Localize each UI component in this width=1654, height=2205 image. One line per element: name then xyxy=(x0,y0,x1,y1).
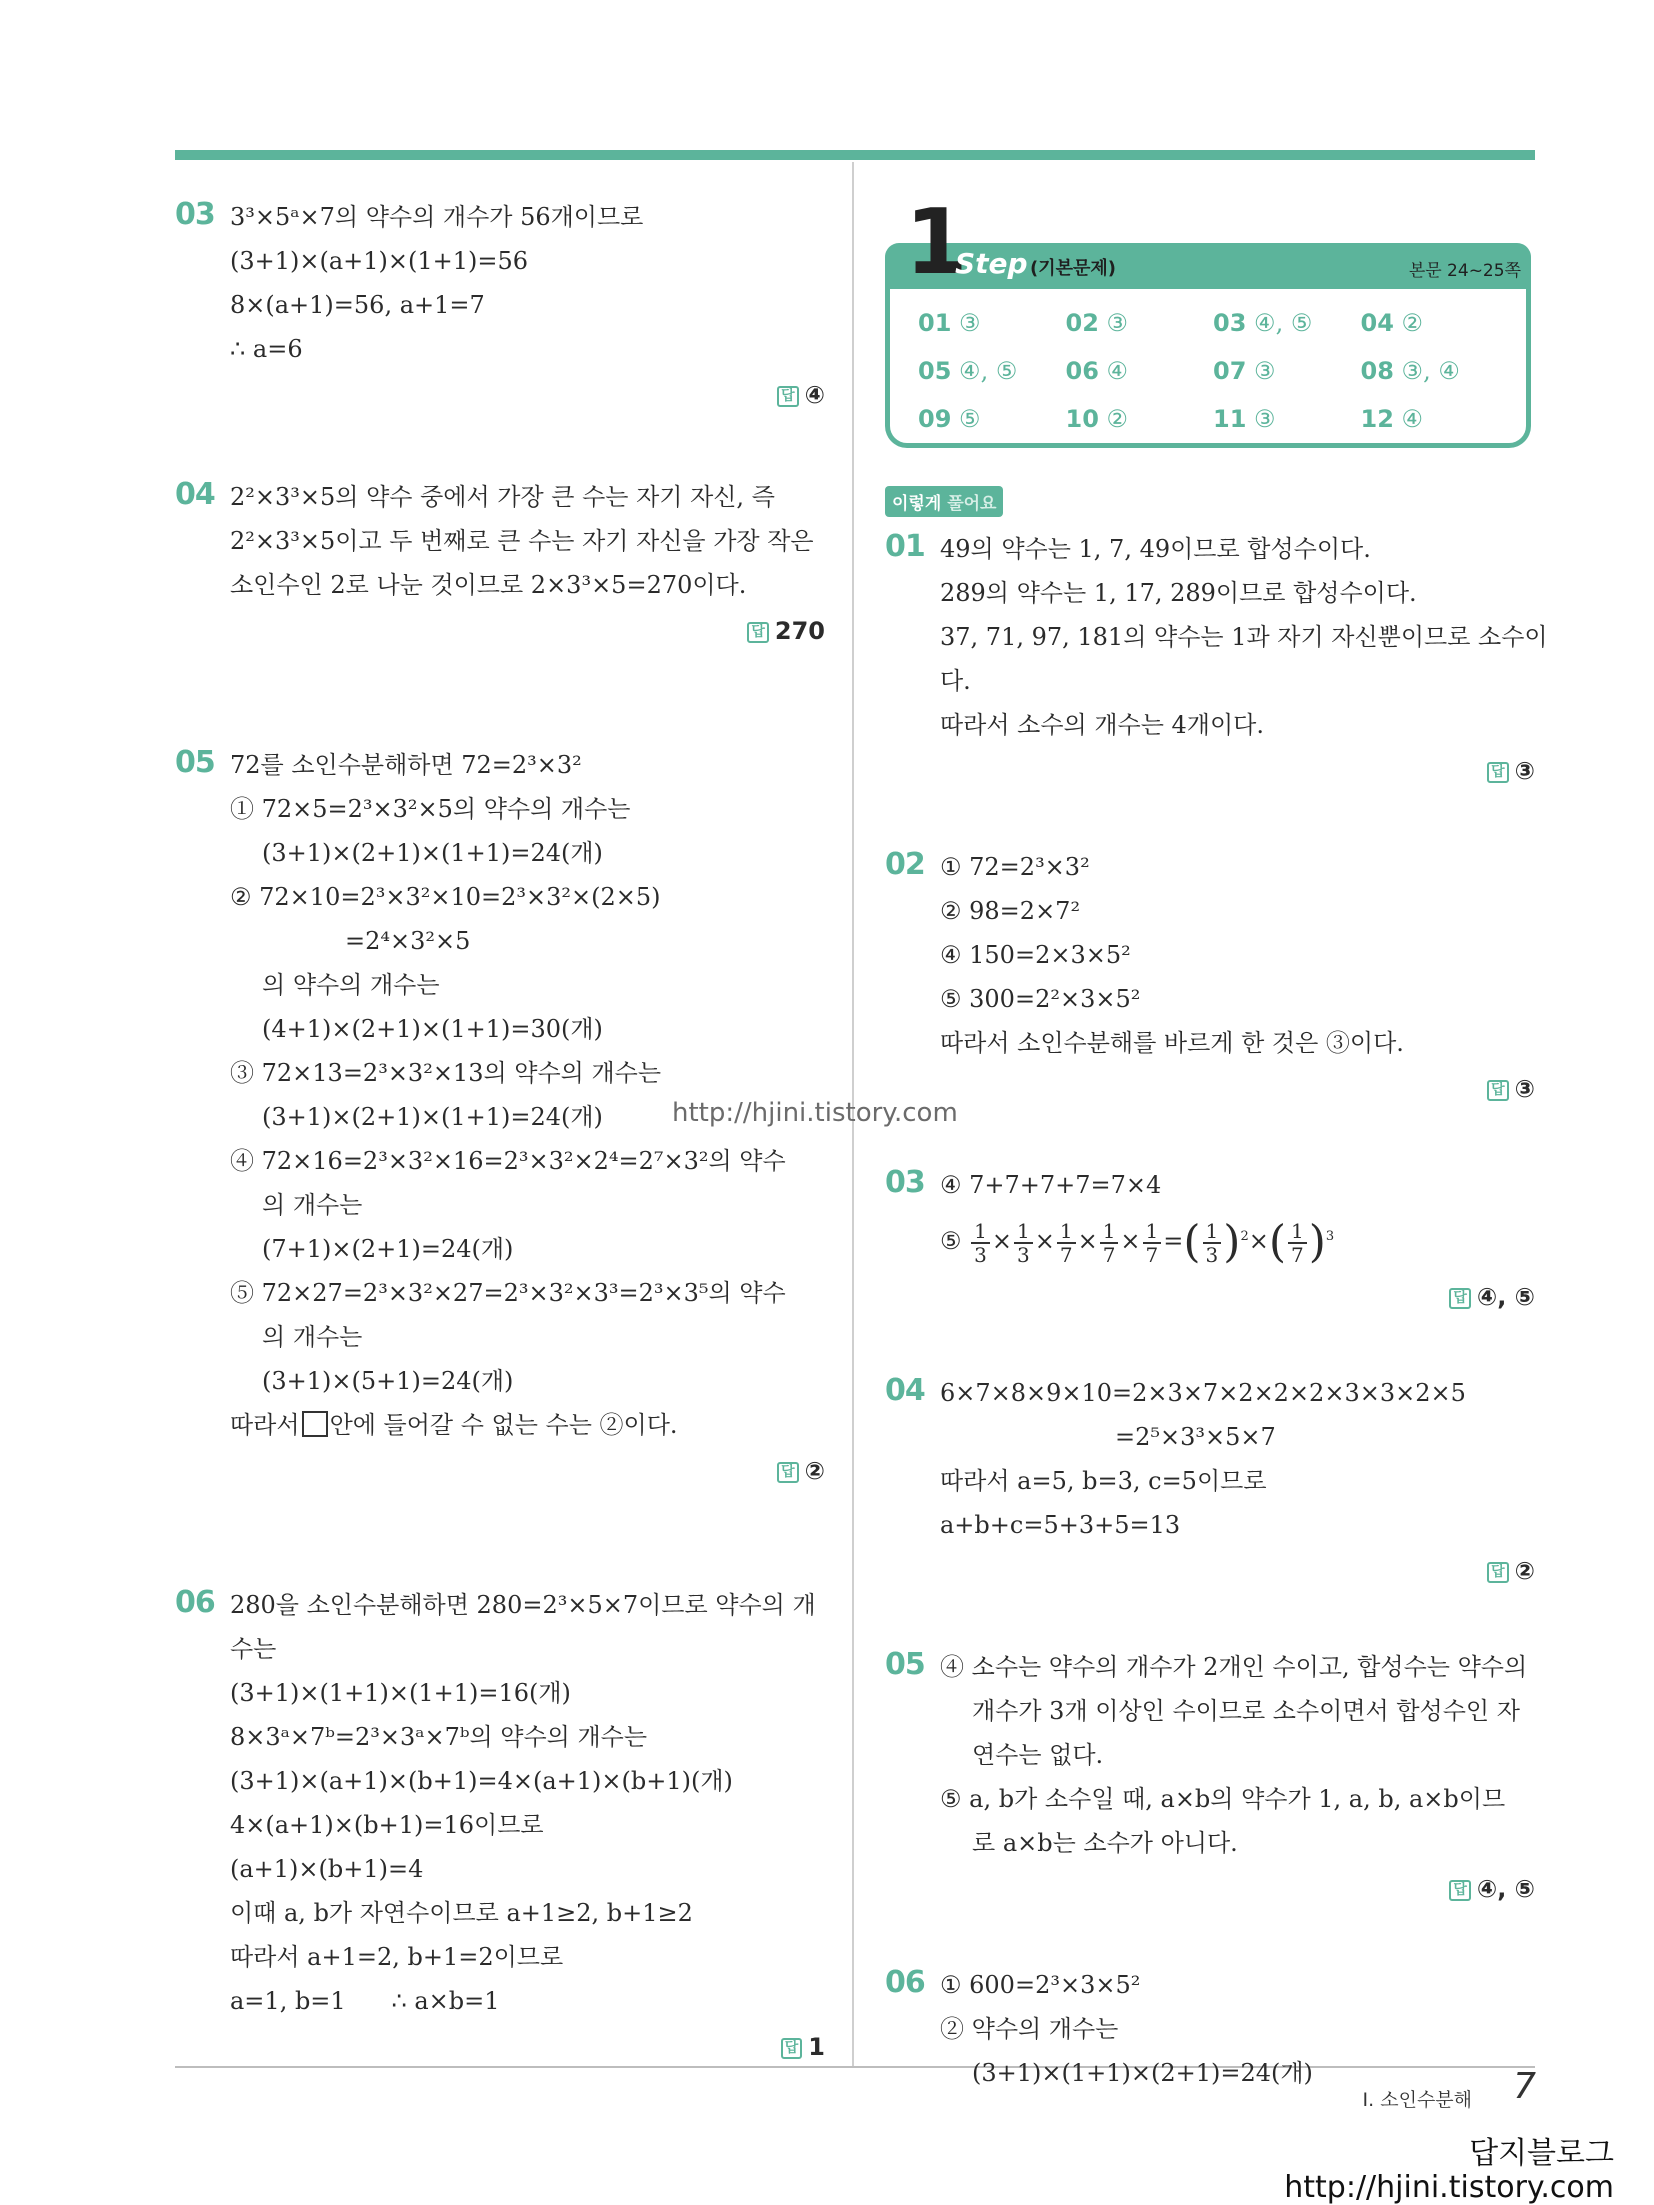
answer-cell-value: ⑤ xyxy=(959,405,981,433)
watermark-url: http://hjini.tistory.com xyxy=(672,1098,958,1128)
denominator: 7 xyxy=(1145,1242,1159,1267)
answer-cell-value: ③ xyxy=(1254,357,1276,385)
problem-04 xyxy=(175,475,825,653)
solution-line: (7+1)×(2+1)=24(개) xyxy=(262,1235,514,1263)
close-paren-icon: ) xyxy=(1223,1216,1241,1268)
exponent: 2 xyxy=(1240,1229,1249,1244)
answer-cell-number: 02 xyxy=(1065,309,1099,337)
solution-line: 2²×3³×5의 약수 중에서 가장 큰 수는 자기 자신, 즉 xyxy=(230,483,775,511)
solution-line: ④ 72×16=2³×3²×16=2³×3²×2⁴=2⁷×3²의 약수 xyxy=(230,1147,786,1175)
operator: × xyxy=(1077,1227,1098,1255)
answer-cell-value: ③ xyxy=(959,309,981,337)
solution-line: (3+1)×(1+1)×(1+1)=16(개) xyxy=(230,1679,571,1707)
step-number: 1 xyxy=(905,190,968,295)
solution-line: ④ 소수는 약수의 개수가 2개인 수이고, 합성수는 약수의 xyxy=(940,1652,1528,1681)
solution-line: (3+1)×(a+1)×(1+1)=56 xyxy=(230,247,529,275)
problem-03 xyxy=(175,195,825,417)
numerator: 1 xyxy=(971,1220,990,1244)
solution-line: 따라서 a+1=2, b+1=2이므로 xyxy=(230,1943,564,1971)
answer-label: 답 xyxy=(781,2038,803,2059)
step-subtitle: (기본문제) xyxy=(1030,258,1117,279)
solution-line: (3+1)×(5+1)=24(개) xyxy=(262,1367,514,1395)
solution-line: 8×3ᵃ×7ᵇ=2³×3ᵃ×7ᵇ의 약수의 개수는 xyxy=(230,1723,648,1751)
step-header xyxy=(885,190,1531,295)
problem-number: 01 xyxy=(885,529,925,564)
answer-cell-number: 12 xyxy=(1360,405,1394,433)
fraction xyxy=(1014,1220,1033,1266)
solution-line: 다. xyxy=(940,667,971,695)
operator: × xyxy=(1248,1227,1269,1255)
solution-line: 의 개수는 xyxy=(262,1191,363,1219)
answer-label: 답 xyxy=(1487,762,1509,783)
solution-line: 따라서 a=5, b=3, c=5이므로 xyxy=(940,1466,1267,1495)
footer-section-title: Ⅰ. 소인수분해 xyxy=(1362,2089,1472,2111)
answer-grid xyxy=(918,303,1508,439)
denominator: 7 xyxy=(1102,1242,1116,1267)
answer-value: ② xyxy=(804,1457,825,1485)
solution-line: ④ 7+7+7+7=7×4 xyxy=(940,1171,1162,1199)
answer-cell xyxy=(1066,351,1214,391)
answer-cell xyxy=(1213,303,1361,343)
answer-cell xyxy=(1213,399,1361,439)
solution-line: 소인수인 2로 나눈 것이므로 2×3³×5=270이다. xyxy=(230,571,747,599)
solution-line: =2⁵×3³×5×7 xyxy=(1115,1422,1276,1451)
answer-cell-number: 09 xyxy=(918,405,952,433)
solution-line: ⑤ 72×27=2³×3²×27=2³×3²×3³=2³×3⁵의 약수 xyxy=(230,1279,786,1307)
close-paren-icon: ) xyxy=(1308,1216,1326,1268)
answer xyxy=(940,1867,1535,1911)
denominator: 3 xyxy=(1205,1242,1219,1267)
answer-cell xyxy=(1361,399,1509,439)
fraction xyxy=(1203,1220,1222,1266)
answer-cell-value: ④, ⑤ xyxy=(1254,309,1313,337)
solution-line: (3+1)×(1+1)×(2+1)=24(개) xyxy=(972,2058,1313,2087)
solution-line: (3+1)×(2+1)×(1+1)=24(개) xyxy=(262,1103,603,1131)
answer-cell-number: 05 xyxy=(918,357,952,385)
problem-number: 02 xyxy=(885,847,925,882)
solution-line: =2⁴×3²×5 xyxy=(345,927,471,955)
open-paren-icon: ( xyxy=(1268,1216,1287,1268)
watermark-url: http://hjini.tistory.com xyxy=(1284,2170,1614,2205)
answer-cell-value: ④ xyxy=(1401,405,1424,433)
problem-number: 04 xyxy=(885,1372,925,1408)
page-number: 7 xyxy=(1513,2066,1536,2107)
solution-line: ⑤ a, b가 소수일 때, a×b의 약수가 1, a, b, a×b이므 xyxy=(940,1784,1506,1813)
fraction xyxy=(1288,1220,1307,1266)
numerator: 1 xyxy=(1143,1220,1162,1244)
numerator: 1 xyxy=(1014,1220,1033,1244)
answer-cell xyxy=(918,303,1066,343)
answer-cell xyxy=(1066,399,1214,439)
numerator: 1 xyxy=(1203,1220,1222,1244)
problem-03 xyxy=(885,1163,1535,1319)
answer-cell xyxy=(918,351,1066,391)
solution-line: 8×(a+1)=56, a+1=7 xyxy=(230,291,485,319)
problem-01 xyxy=(885,527,1548,793)
operator: × xyxy=(1120,1227,1141,1255)
problem-number: 06 xyxy=(885,1964,925,2000)
answer xyxy=(940,1067,1535,1111)
solution-line: 37, 71, 97, 181의 약수는 1과 자기 자신뿐이므로 소수이 xyxy=(940,623,1548,651)
step-answer-box xyxy=(885,190,1531,448)
answer-cell xyxy=(1213,351,1361,391)
problem-06 xyxy=(175,1583,825,2069)
badge-text: 이렇게 xyxy=(892,494,942,514)
answer-value: 270 xyxy=(774,617,825,645)
text: 따라서 xyxy=(230,1411,300,1439)
watermark-bottom xyxy=(1284,2137,1614,2205)
answer-cell-number: 11 xyxy=(1213,405,1247,433)
badge-text: 풀어요 xyxy=(947,494,997,514)
fraction xyxy=(1143,1220,1162,1266)
answer xyxy=(940,749,1535,793)
problem-04 xyxy=(885,1371,1535,1593)
operator: = xyxy=(1163,1227,1184,1255)
solution-line: (a+1)×(b+1)=4 xyxy=(230,1855,424,1883)
answer xyxy=(940,1275,1535,1319)
solution-line: 의 개수는 xyxy=(262,1323,363,1351)
numerator: 1 xyxy=(1057,1220,1076,1244)
answer-cell-value: ④ xyxy=(1106,357,1129,385)
solution-line: 289의 약수는 1, 17, 289이므로 합성수이다. xyxy=(940,579,1417,607)
solution-line: 49의 약수는 1, 7, 49이므로 합성수이다. xyxy=(940,535,1371,563)
fraction xyxy=(1100,1220,1119,1266)
answer-label: 답 xyxy=(747,622,769,643)
answer-cell-value: ③ xyxy=(1254,405,1276,433)
solution-line: 280을 소인수분해하면 280=2³×5×7이므로 약수의 개 xyxy=(230,1591,816,1619)
answer-value: ④, ⑤ xyxy=(1476,1874,1535,1903)
solution-line: 4×(a+1)×(b+1)=16이므로 xyxy=(230,1811,544,1839)
choice-marker: ⑤ xyxy=(940,1227,962,1255)
operator: × xyxy=(991,1227,1012,1255)
exponent: 3 xyxy=(1325,1229,1335,1244)
answer xyxy=(230,373,825,417)
fraction xyxy=(971,1220,990,1266)
solution-line: ② 98=2×7² xyxy=(940,897,1081,925)
answer xyxy=(940,1549,1535,1593)
problem-number: 04 xyxy=(175,477,215,512)
solution-line: 6×7×8×9×10=2×3×7×2×2×2×3×3×2×5 xyxy=(940,1378,1466,1407)
solution-line: a+b+c=5+3+5=13 xyxy=(940,1510,1181,1539)
answer-cell xyxy=(1066,303,1214,343)
answer-cell-value: ② xyxy=(1106,405,1129,433)
answer-value: ③ xyxy=(1514,757,1535,785)
problem-02 xyxy=(885,845,1535,1111)
solution-line xyxy=(230,1403,825,1447)
left-column xyxy=(175,195,825,2069)
problem-number: 03 xyxy=(885,1165,925,1200)
answer-cell xyxy=(918,399,1066,439)
solution-line: 의 약수의 개수는 xyxy=(262,971,440,999)
solution-line: 수는 xyxy=(230,1635,277,1663)
answer-cell-number: 10 xyxy=(1065,405,1099,433)
denominator: 3 xyxy=(974,1242,987,1267)
solution-line: (4+1)×(2+1)×(1+1)=30(개) xyxy=(262,1015,603,1043)
solution-line: ① 600=2³×3×5² xyxy=(940,1970,1141,1999)
solution-line: ⑤ 300=2²×3×5² xyxy=(940,985,1141,1013)
solution-line: 따라서 소인수분해를 바르게 한 것은 ③이다. xyxy=(940,1029,1404,1057)
answer-label: 답 xyxy=(777,386,799,407)
fraction-line xyxy=(940,1207,1535,1273)
solution-badge xyxy=(885,486,1003,517)
answer-label: 답 xyxy=(1487,1562,1509,1583)
right-column xyxy=(885,190,1548,2095)
answer-value: ④, ⑤ xyxy=(1476,1282,1535,1311)
solution-line: 따라서 소수의 개수는 4개이다. xyxy=(940,711,1264,739)
problem-number: 05 xyxy=(175,745,215,780)
solution-line: ② 약수의 개수는 xyxy=(940,2014,1119,2043)
solution-line: ∴ a=6 xyxy=(230,335,303,363)
solution-line: (3+1)×(a+1)×(b+1)=4×(a+1)×(b+1)(개) xyxy=(230,1767,733,1795)
text: 안에 들어갈 수 없는 수는 ②이다. xyxy=(329,1411,678,1439)
answer-label: 답 xyxy=(777,1462,799,1483)
solution-line: 개수가 3개 이상인 수이므로 소수이면서 합성수인 자 xyxy=(972,1696,1520,1725)
answer-value: ④ xyxy=(804,381,825,409)
answer-label: 답 xyxy=(1449,1288,1471,1309)
answer-label: 답 xyxy=(1487,1080,1509,1101)
numerator: 1 xyxy=(1100,1220,1119,1244)
top-accent-bar xyxy=(175,150,1535,160)
solution-line: ① 72=2³×3² xyxy=(940,853,1090,881)
problem-number: 06 xyxy=(175,1585,215,1620)
solution-line: 연수는 없다. xyxy=(972,1740,1104,1769)
answer-cell-value: ③, ④ xyxy=(1401,357,1460,385)
problem-06 xyxy=(885,1963,1535,2095)
fraction xyxy=(1057,1220,1076,1266)
solution-line: 이때 a, b가 자연수이므로 a+1≥2, b+1≥2 xyxy=(230,1899,693,1927)
answer-value: ③ xyxy=(1514,1075,1535,1103)
denominator: 7 xyxy=(1291,1242,1304,1267)
solution-line: (3+1)×(2+1)×(1+1)=24(개) xyxy=(262,839,603,867)
solution-line: ① 72×5=2³×3²×5의 약수의 개수는 xyxy=(230,795,631,823)
answer xyxy=(230,1449,825,1493)
problem-05 xyxy=(885,1645,1535,1911)
solution-line: ② 72×10=2³×3²×10=2³×3²×(2×5) xyxy=(230,883,661,911)
page-reference: 본문 24~25쪽 xyxy=(1408,261,1521,281)
answer xyxy=(230,2025,825,2069)
solution-line: 2²×3³×5이고 두 번째로 큰 수는 자기 자신을 가장 작은 xyxy=(230,527,814,555)
answer-value: 1 xyxy=(808,2033,825,2061)
answer-value: ② xyxy=(1514,1556,1535,1585)
answer-cell xyxy=(1361,303,1509,343)
problem-number: 05 xyxy=(885,1646,925,1682)
answer-label: 답 xyxy=(1449,1880,1471,1901)
answer-cell-number: 03 xyxy=(1213,309,1247,337)
denominator: 7 xyxy=(1059,1242,1073,1267)
solution-line: 72를 소인수분해하면 72=2³×3² xyxy=(230,751,582,779)
answer-cell-value: ④, ⑤ xyxy=(959,357,1018,385)
answer-cell xyxy=(1361,351,1509,391)
numerator: 1 xyxy=(1288,1220,1307,1244)
answer-cell-value: ③ xyxy=(1106,309,1129,337)
answer xyxy=(230,609,825,653)
step-label: Step xyxy=(955,247,1028,280)
watermark-title: 답지블로그 xyxy=(1469,2136,1614,2171)
answer-cell-number: 07 xyxy=(1213,357,1247,385)
answer-cell-number: 08 xyxy=(1360,357,1394,385)
solution-line: ④ 150=2×3×5² xyxy=(940,941,1131,969)
answer-cell-number: 06 xyxy=(1065,357,1099,385)
denominator: 3 xyxy=(1017,1242,1030,1267)
operator: × xyxy=(1034,1227,1055,1255)
problem-number: 03 xyxy=(175,197,215,232)
open-paren-icon: ( xyxy=(1183,1216,1201,1268)
solution-line: 로 a×b는 소수가 아니다. xyxy=(972,1828,1238,1857)
solution-line: ③ 72×13=2³×3²×13의 약수의 개수는 xyxy=(230,1059,662,1087)
solution-line: a=1, b=1 ∴ a×b=1 xyxy=(230,1987,500,2015)
solution-line: 3³×5ᵃ×7의 약수의 개수가 56개이므로 xyxy=(230,203,644,231)
answer-cell-value: ② xyxy=(1401,309,1424,337)
answer-cell-number: 01 xyxy=(918,309,952,337)
answer-cell-number: 04 xyxy=(1360,309,1394,337)
blank-box-icon xyxy=(302,1411,328,1437)
